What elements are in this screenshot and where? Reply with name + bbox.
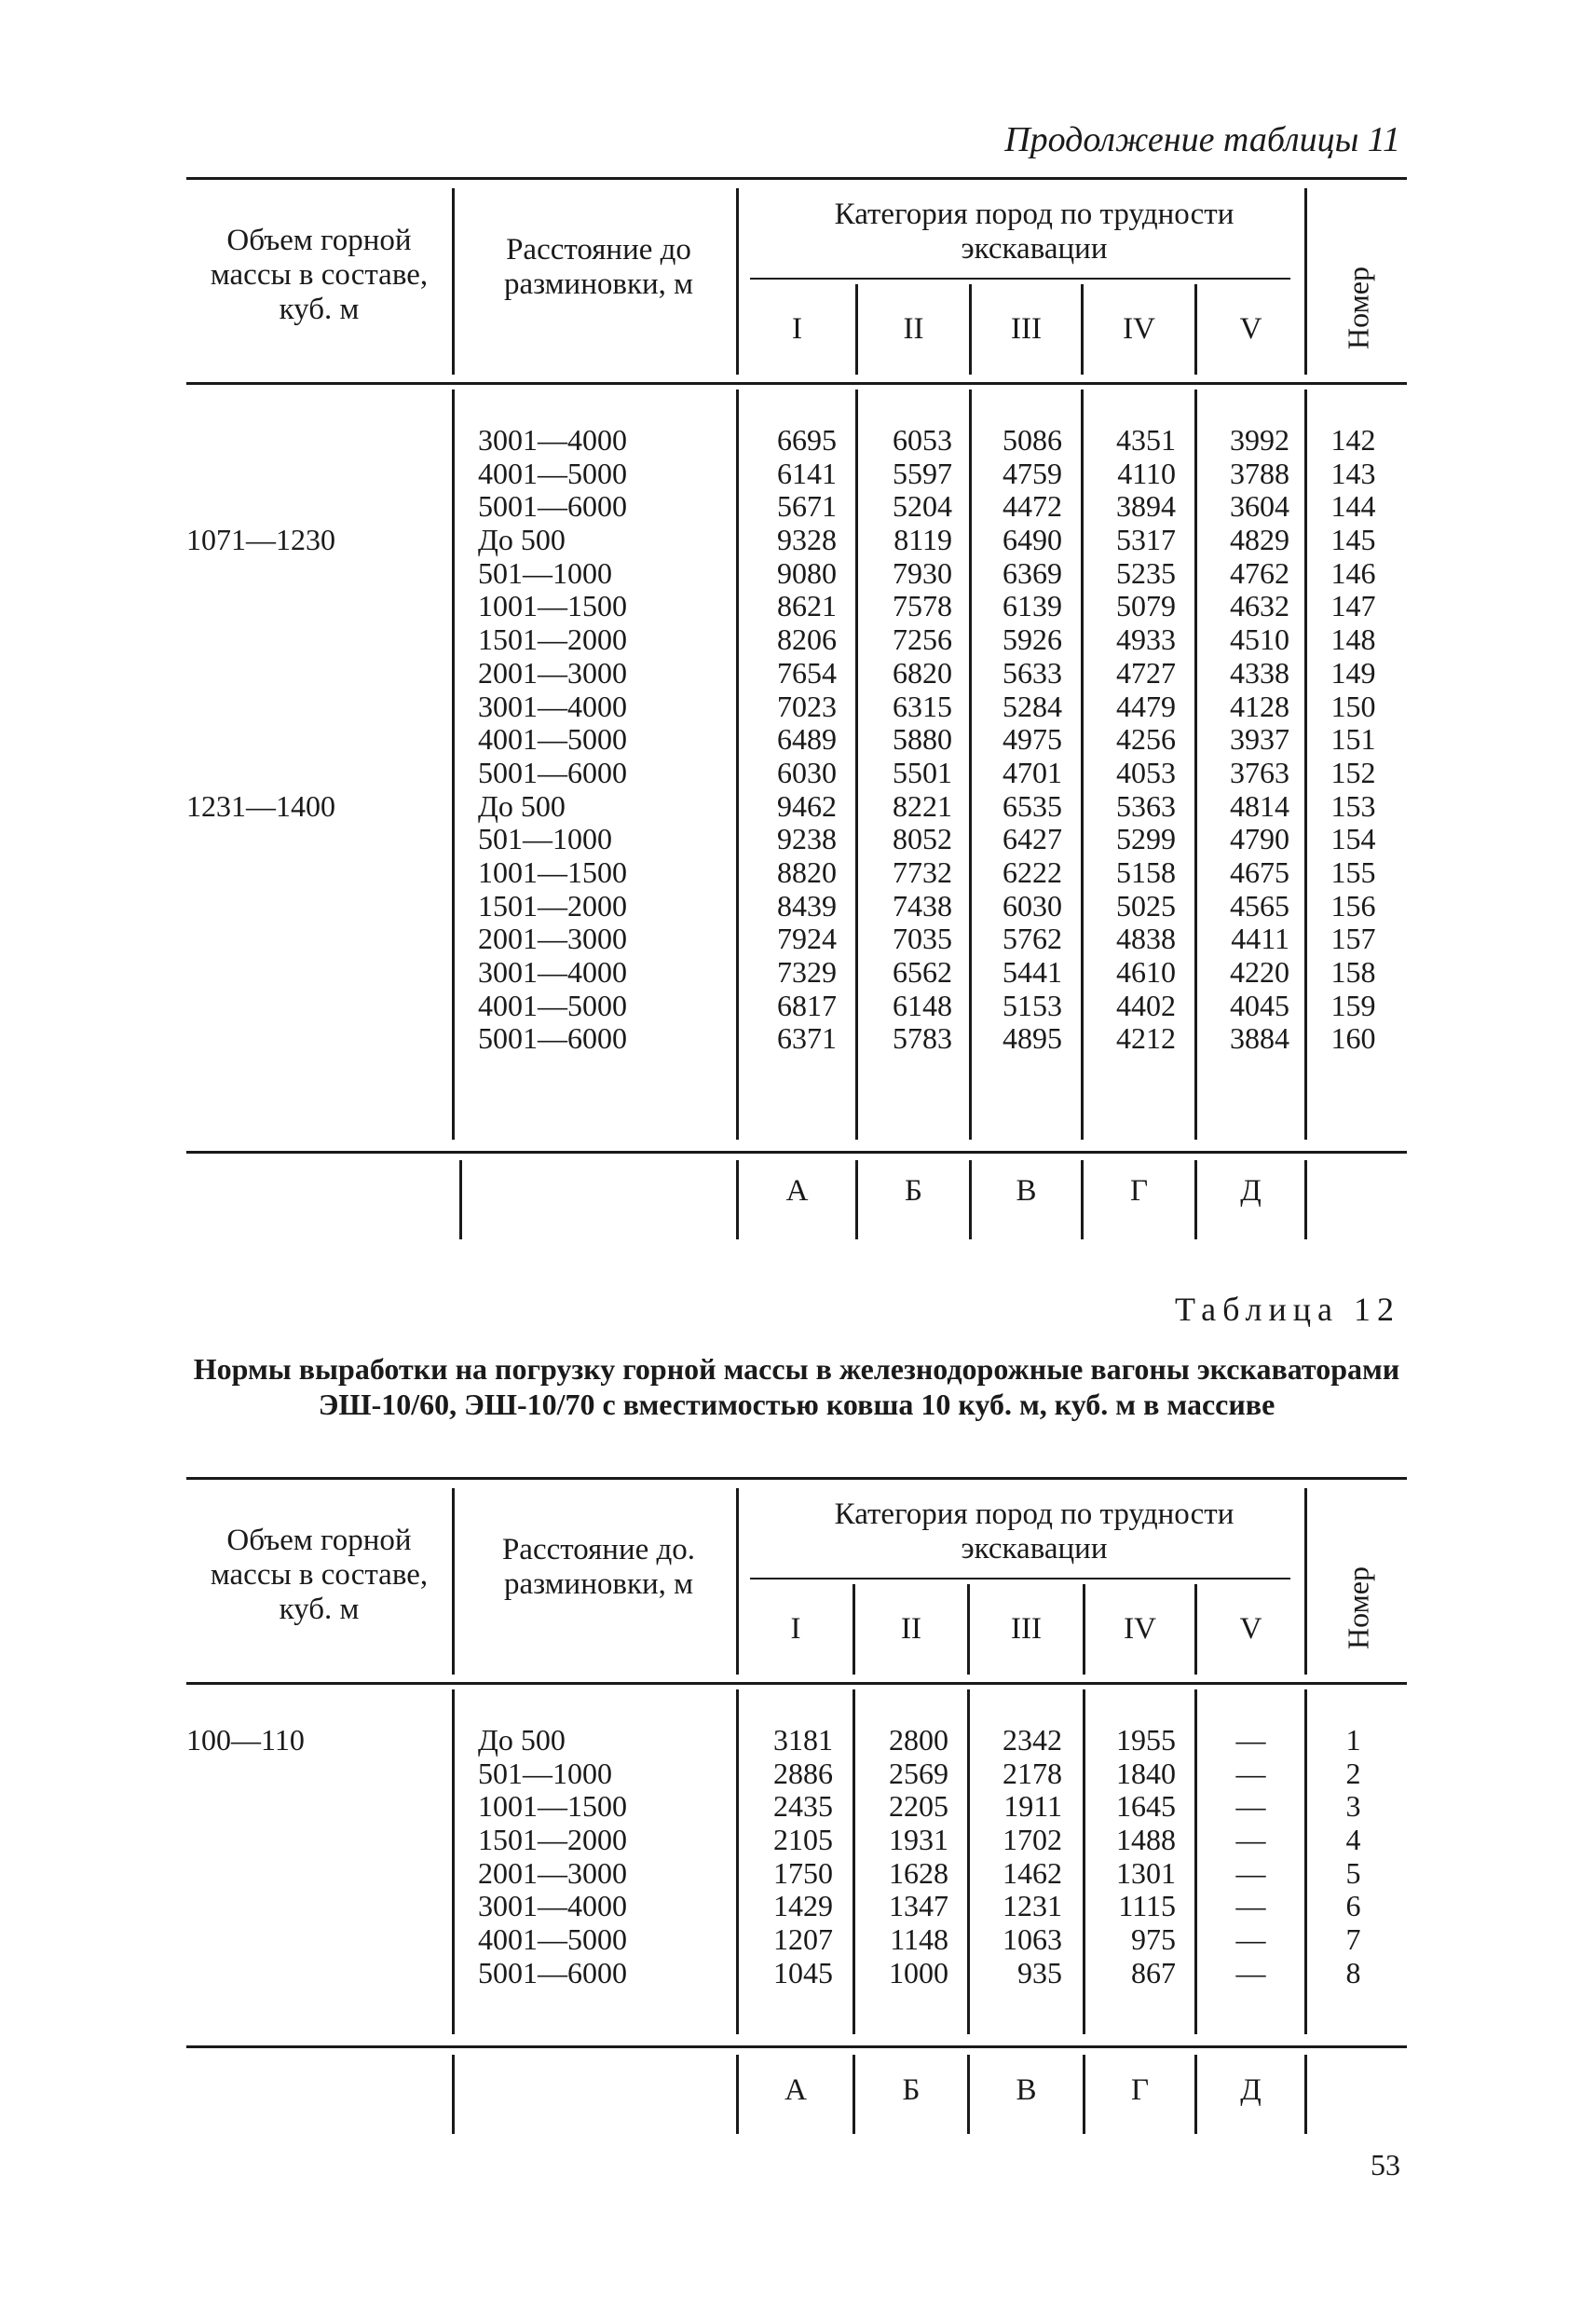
table-cell: 501—1000 — [478, 1756, 612, 1790]
table-cell: 147 — [1330, 589, 1376, 623]
table-cell: 2001—3000 — [478, 655, 627, 690]
table-cell: 5001—6000 — [478, 755, 627, 789]
table-cell: 4610 — [1116, 955, 1176, 989]
col-ii-values — [855, 1724, 948, 1990]
table-cell — [186, 1790, 373, 1824]
table-cell: 5317 — [1116, 523, 1176, 557]
table-cell: 4 — [1345, 1823, 1361, 1857]
table-cell: 2435 — [773, 1789, 833, 1824]
table-cell: 7035 — [893, 922, 952, 956]
table-cell: 9080 — [777, 555, 837, 590]
table-cell: 6695 — [777, 423, 837, 457]
header-col-ii: II — [901, 1612, 921, 1646]
table-cell: 8119 — [893, 523, 952, 557]
table-cell: 2 — [1345, 1756, 1361, 1790]
col-iv-values — [1083, 424, 1176, 1056]
col-ii-values — [859, 424, 952, 1056]
col-i-values — [743, 424, 837, 1056]
table-cell: 1 — [1345, 1723, 1361, 1757]
volume-column — [186, 424, 373, 1056]
table-top-rule — [186, 177, 1407, 180]
table-cell: 6030 — [1003, 888, 1062, 923]
table-cell: 1207 — [773, 1922, 833, 1957]
table-cell: 6489 — [777, 722, 837, 757]
table-cell: 1840 — [1116, 1756, 1176, 1790]
header-distance: Расстояние до разминовки, м — [503, 233, 694, 301]
table-cell — [186, 1824, 373, 1857]
table-cell: 5762 — [1003, 922, 1062, 956]
header-number: Номер — [1341, 267, 1375, 349]
table-cell: 5001—6000 — [478, 489, 627, 524]
table-cell: 4256 — [1116, 722, 1176, 757]
table-cell: 1347 — [889, 1889, 948, 1923]
table-cell: 1645 — [1116, 1789, 1176, 1824]
table-cell: 4701 — [1003, 755, 1062, 789]
table-cell: — — [1235, 1823, 1266, 1857]
table-cell: 5501 — [893, 755, 952, 789]
table-cell — [186, 557, 373, 591]
col-v-values — [1197, 1724, 1304, 1990]
header-bottom-rule — [186, 1682, 1407, 1685]
body-bottom-rule — [186, 2045, 1407, 2048]
header-col-ii: II — [903, 312, 924, 346]
number-column — [1309, 1724, 1398, 1990]
table-cell: 142 — [1330, 423, 1376, 457]
page-number: 53 — [1371, 2148, 1400, 2181]
table-12 — [186, 1477, 1407, 2134]
header-volume: Объем горной массы в составе, куб. м — [210, 1524, 429, 1626]
table-cell: 7654 — [777, 655, 837, 690]
table-cell — [186, 490, 373, 524]
table-cell: — — [1235, 1789, 1266, 1824]
table-cell: 1462 — [1003, 1855, 1062, 1890]
table-cell: 1488 — [1116, 1823, 1176, 1857]
header-col-iv: IV — [1124, 1612, 1156, 1646]
table-cell: 4727 — [1116, 655, 1176, 690]
table-cell: 1429 — [773, 1889, 833, 1923]
table-cell: 150 — [1330, 689, 1376, 723]
table-cell: 5025 — [1116, 888, 1176, 923]
letter-b: Б — [905, 1174, 922, 1208]
table-cell — [186, 1757, 373, 1791]
table-cell: 2001—3000 — [478, 922, 627, 956]
table-cell: — — [1235, 1723, 1266, 1757]
table-cell: 4001—5000 — [478, 722, 627, 757]
header-col-i: I — [792, 312, 802, 346]
table-cell: — — [1235, 1889, 1266, 1923]
table-cell: — — [1235, 1855, 1266, 1890]
table-cell: 4338 — [1230, 655, 1289, 690]
header-col-iii: III — [1011, 312, 1042, 346]
table-cell: 7438 — [893, 888, 952, 923]
letter-g: Г — [1130, 2073, 1150, 2107]
table-cell: 4675 — [1230, 855, 1289, 889]
table-cell: 5153 — [1003, 988, 1062, 1022]
table-cell: 1911 — [1003, 1789, 1062, 1824]
table-cell: 158 — [1330, 955, 1376, 989]
table-cell: 5299 — [1116, 822, 1176, 856]
table-cell: 4565 — [1230, 888, 1289, 923]
table-cell: 3001—4000 — [478, 1889, 627, 1923]
table-cell: 8206 — [777, 622, 837, 657]
table-cell: 5633 — [1003, 655, 1062, 690]
table-cell — [186, 1923, 373, 1957]
table-cell: 1231 — [1003, 1889, 1062, 1923]
table-cell — [186, 856, 373, 890]
table-cell: 2205 — [889, 1789, 948, 1824]
table-cell: 6053 — [893, 423, 952, 457]
table-cell: 3001—4000 — [478, 689, 627, 723]
col-iii-values — [969, 424, 1062, 1056]
table-cell: 4762 — [1230, 555, 1289, 590]
table-cell: 3788 — [1230, 456, 1289, 490]
table-cell: До 500 — [478, 523, 566, 557]
table-cell: 2178 — [1003, 1756, 1062, 1790]
table-cell: 6148 — [893, 988, 952, 1022]
table-cell — [186, 1890, 373, 1923]
table-cell: 3181 — [773, 1723, 833, 1757]
table-cell: 1931 — [889, 1823, 948, 1857]
table-cell: 5441 — [1003, 955, 1062, 989]
table-cell: 1628 — [889, 1855, 948, 1890]
table-cell: 153 — [1330, 788, 1376, 823]
table-cell: 5284 — [1003, 689, 1062, 723]
table-cell: 6369 — [1003, 555, 1062, 590]
distance-column — [478, 1724, 730, 1990]
table-cell: 4759 — [1003, 456, 1062, 490]
table-cell: 1501—2000 — [478, 888, 627, 923]
table-cell: — — [1235, 1922, 1266, 1957]
table-cell: 5204 — [893, 489, 952, 524]
table-cell — [186, 623, 373, 657]
table-cell: 7732 — [893, 855, 952, 889]
table-cell: 156 — [1330, 888, 1376, 923]
table-cell: 149 — [1330, 655, 1376, 690]
table-cell: 159 — [1330, 988, 1376, 1022]
table-cell: 145 — [1330, 523, 1376, 557]
table-cell: 6562 — [893, 955, 952, 989]
table-cell: 975 — [1131, 1922, 1176, 1957]
table-cell: 4001—5000 — [478, 988, 627, 1022]
table-cell — [186, 723, 373, 757]
table-cell: 5158 — [1116, 855, 1176, 889]
header-category: Категория пород по трудности экскавации — [834, 198, 1235, 266]
table-cell: 7578 — [893, 589, 952, 623]
table-cell: 6030 — [777, 755, 837, 789]
table-cell: 3937 — [1230, 722, 1289, 757]
table-cell: 6371 — [777, 1021, 837, 1056]
table-cell: 155 — [1330, 855, 1376, 889]
table-cell: 3763 — [1230, 755, 1289, 789]
table-cell: 4220 — [1230, 955, 1289, 989]
table-cell: 151 — [1330, 722, 1376, 757]
table-cell: 4402 — [1116, 988, 1176, 1022]
table-cell: 7256 — [893, 622, 952, 657]
table-cell: 1702 — [1003, 1823, 1062, 1857]
table-cell: 5001—6000 — [478, 1955, 627, 1990]
table-cell: 146 — [1330, 555, 1376, 590]
table-cell: 6490 — [1003, 523, 1062, 557]
table-cell: 8439 — [777, 888, 837, 923]
table-cell — [186, 1957, 373, 1990]
header-col-i: I — [790, 1612, 801, 1646]
table-cell: 5597 — [893, 456, 952, 490]
table-cell: 1063 — [1003, 1922, 1062, 1957]
table-cell: 2342 — [1003, 1723, 1062, 1757]
table-cell: 1301 — [1116, 1855, 1176, 1890]
table-cell — [186, 990, 373, 1023]
header-volume: Объем горной массы в составе, куб. м — [210, 224, 429, 326]
table-cell: 7930 — [893, 555, 952, 590]
letter-b: Б — [902, 2073, 921, 2107]
table-cell: 1000 — [889, 1955, 948, 1990]
table-cell: 7 — [1345, 1922, 1361, 1957]
category-subrule — [750, 1578, 1290, 1579]
table-cell — [186, 956, 373, 990]
table-cell: 5001—6000 — [478, 1021, 627, 1056]
table-cell — [186, 823, 373, 856]
table-cell: 4829 — [1230, 523, 1289, 557]
table-cell: 4632 — [1230, 589, 1289, 623]
header-col-iv: IV — [1123, 312, 1155, 346]
table-cell: 1148 — [890, 1922, 948, 1957]
table-cell: 3884 — [1230, 1021, 1289, 1056]
table-cell: 4933 — [1116, 622, 1176, 657]
table-cell: 157 — [1330, 922, 1376, 956]
header-col-v: V — [1239, 1612, 1262, 1646]
table-cell — [186, 757, 373, 790]
table-cell: 2886 — [773, 1756, 833, 1790]
table-cell: 7924 — [777, 922, 837, 956]
table-cell: 501—1000 — [478, 555, 612, 590]
table-cell: 6141 — [777, 456, 837, 490]
table-cell: 5086 — [1003, 423, 1062, 457]
table-cell: 1501—2000 — [478, 622, 627, 657]
table-cell — [186, 657, 373, 691]
table-cell: — — [1235, 1955, 1266, 1990]
table-cell: 1501—2000 — [478, 1823, 627, 1857]
table-cell: 3604 — [1230, 489, 1289, 524]
table-cell: 5363 — [1116, 788, 1176, 823]
table-cell: 4053 — [1116, 755, 1176, 789]
table-cell: 4975 — [1003, 722, 1062, 757]
letter-d: Д — [1240, 1174, 1262, 1208]
letter-d: Д — [1240, 2073, 1262, 2107]
table-cell: 1045 — [773, 1955, 833, 1990]
table-cell: 4351 — [1116, 423, 1176, 457]
body-bottom-rule — [186, 1151, 1407, 1154]
table-cell: 4110 — [1117, 456, 1176, 490]
table-cell: 3 — [1345, 1789, 1361, 1824]
table-cell: 152 — [1330, 755, 1376, 789]
table-cell: 6427 — [1003, 822, 1062, 856]
table-cell: 5235 — [1116, 555, 1176, 590]
table-cell: 1115 — [1118, 1889, 1176, 1923]
table-cell — [186, 424, 373, 458]
table-cell: 8052 — [893, 822, 952, 856]
header-number: Номер — [1341, 1566, 1375, 1649]
header-distance: Расстояние до. разминовки, м — [501, 1533, 696, 1601]
letter-a: А — [785, 1174, 809, 1208]
table-cell: 1001—1500 — [478, 1789, 627, 1824]
table-cell: 1231—1400 — [186, 788, 335, 823]
table-cell: 4212 — [1116, 1021, 1176, 1056]
table-cell: 9238 — [777, 822, 837, 856]
table-cell: 4790 — [1230, 822, 1289, 856]
category-subrule — [750, 278, 1290, 280]
table-cell: 2001—3000 — [478, 1855, 627, 1890]
letter-a: А — [784, 2073, 807, 2107]
table-cell: 3001—4000 — [478, 423, 627, 457]
table-cell: 1071—1230 — [186, 523, 335, 557]
number-column — [1309, 424, 1398, 1056]
table-cell: 1750 — [773, 1855, 833, 1890]
table-cell — [186, 1022, 373, 1056]
table-cell: 8621 — [777, 589, 837, 623]
table-cell: 6817 — [777, 988, 837, 1022]
table-cell: 3894 — [1116, 489, 1176, 524]
header-col-v: V — [1239, 312, 1262, 346]
table-cell: 6535 — [1003, 788, 1062, 823]
table-cell: 8221 — [893, 788, 952, 823]
table-cell: 6222 — [1003, 855, 1062, 889]
table-cell: 1001—1500 — [478, 855, 627, 889]
header-category: Категория пород по трудности экскавации — [834, 1497, 1235, 1566]
table-cell: 4001—5000 — [478, 456, 627, 490]
header-bottom-rule — [186, 382, 1407, 385]
table-cell: 501—1000 — [478, 822, 612, 856]
table-cell — [186, 590, 373, 623]
table-cell: 867 — [1131, 1955, 1176, 1990]
table-cell: 6820 — [893, 655, 952, 690]
table-cell: 1001—1500 — [478, 589, 627, 623]
table-cell: 148 — [1330, 622, 1376, 657]
table-cell: 3001—4000 — [478, 955, 627, 989]
table-cell — [186, 691, 373, 724]
table-cell — [186, 1857, 373, 1891]
table-cell: 9462 — [777, 788, 837, 823]
table-cell: — — [1235, 1756, 1266, 1790]
table-cell: 4814 — [1230, 788, 1289, 823]
table-cell: 1955 — [1116, 1723, 1176, 1757]
table-cell: 4479 — [1116, 689, 1176, 723]
table-cell — [186, 923, 373, 956]
table-cell: 100—110 — [186, 1723, 305, 1757]
table-11 — [186, 177, 1407, 1239]
table-cell: 6 — [1345, 1889, 1361, 1923]
table-cell: 5079 — [1116, 589, 1176, 623]
header-col-iii: III — [1011, 1612, 1042, 1646]
col-iv-values — [1083, 1724, 1176, 1990]
table-cell: 935 — [1017, 1955, 1062, 1990]
table-cell: 144 — [1330, 489, 1376, 524]
table-cell: 5671 — [777, 489, 837, 524]
col-i-values — [740, 1724, 833, 1990]
table-cell: 4411 — [1231, 922, 1289, 956]
table-cell: 154 — [1330, 822, 1376, 856]
table-cell: 5880 — [893, 722, 952, 757]
table-cell: 2569 — [889, 1756, 948, 1790]
table-12-label: Таблица 12 — [1175, 1291, 1400, 1328]
table-cell: 2105 — [773, 1823, 833, 1857]
continuation-title: Продолжение таблицы 11 — [1004, 120, 1400, 159]
table-cell: 2800 — [889, 1723, 948, 1757]
letter-v: В — [1016, 1174, 1037, 1208]
table-cell: До 500 — [478, 788, 566, 823]
table-cell: 4472 — [1003, 489, 1062, 524]
table-cell: 4895 — [1003, 1021, 1062, 1056]
table-top-rule — [186, 1477, 1407, 1480]
table-cell: 3992 — [1230, 423, 1289, 457]
table-cell: 143 — [1330, 456, 1376, 490]
table-cell: 8820 — [777, 855, 837, 889]
distance-column — [478, 424, 730, 1056]
table-cell: 9328 — [777, 523, 837, 557]
table-cell: 4128 — [1230, 689, 1289, 723]
table-cell — [186, 890, 373, 923]
table-cell: 5926 — [1003, 622, 1062, 657]
col-v-values — [1196, 424, 1289, 1056]
table-cell: 6139 — [1003, 589, 1062, 623]
table-cell: 5783 — [893, 1021, 952, 1056]
table-cell — [186, 458, 373, 491]
table-cell: 4838 — [1116, 922, 1176, 956]
table-cell: 4510 — [1230, 622, 1289, 657]
table-cell: 5 — [1345, 1855, 1361, 1890]
table-cell: До 500 — [478, 1723, 566, 1757]
table-cell: 7329 — [777, 955, 837, 989]
letter-v: В — [1016, 2073, 1037, 2107]
volume-column — [186, 1724, 373, 1990]
letter-g: Г — [1129, 1174, 1149, 1208]
table-cell: 8 — [1345, 1955, 1361, 1990]
table-cell: 160 — [1330, 1021, 1376, 1056]
table-cell: 7023 — [777, 689, 837, 723]
col-iii-values — [969, 1724, 1062, 1990]
table-cell: 4001—5000 — [478, 1922, 627, 1957]
table-cell: 6315 — [893, 689, 952, 723]
table-cell: 4045 — [1230, 988, 1289, 1022]
table-12-caption: Нормы выработки на погрузку горной массы в железнодорожные вагоны экскаваторами ЭШ-10/60, ЭШ-10/70 с вместимостью ковша 10 куб. м, куб. м в массиве — [193, 1352, 1400, 1421]
